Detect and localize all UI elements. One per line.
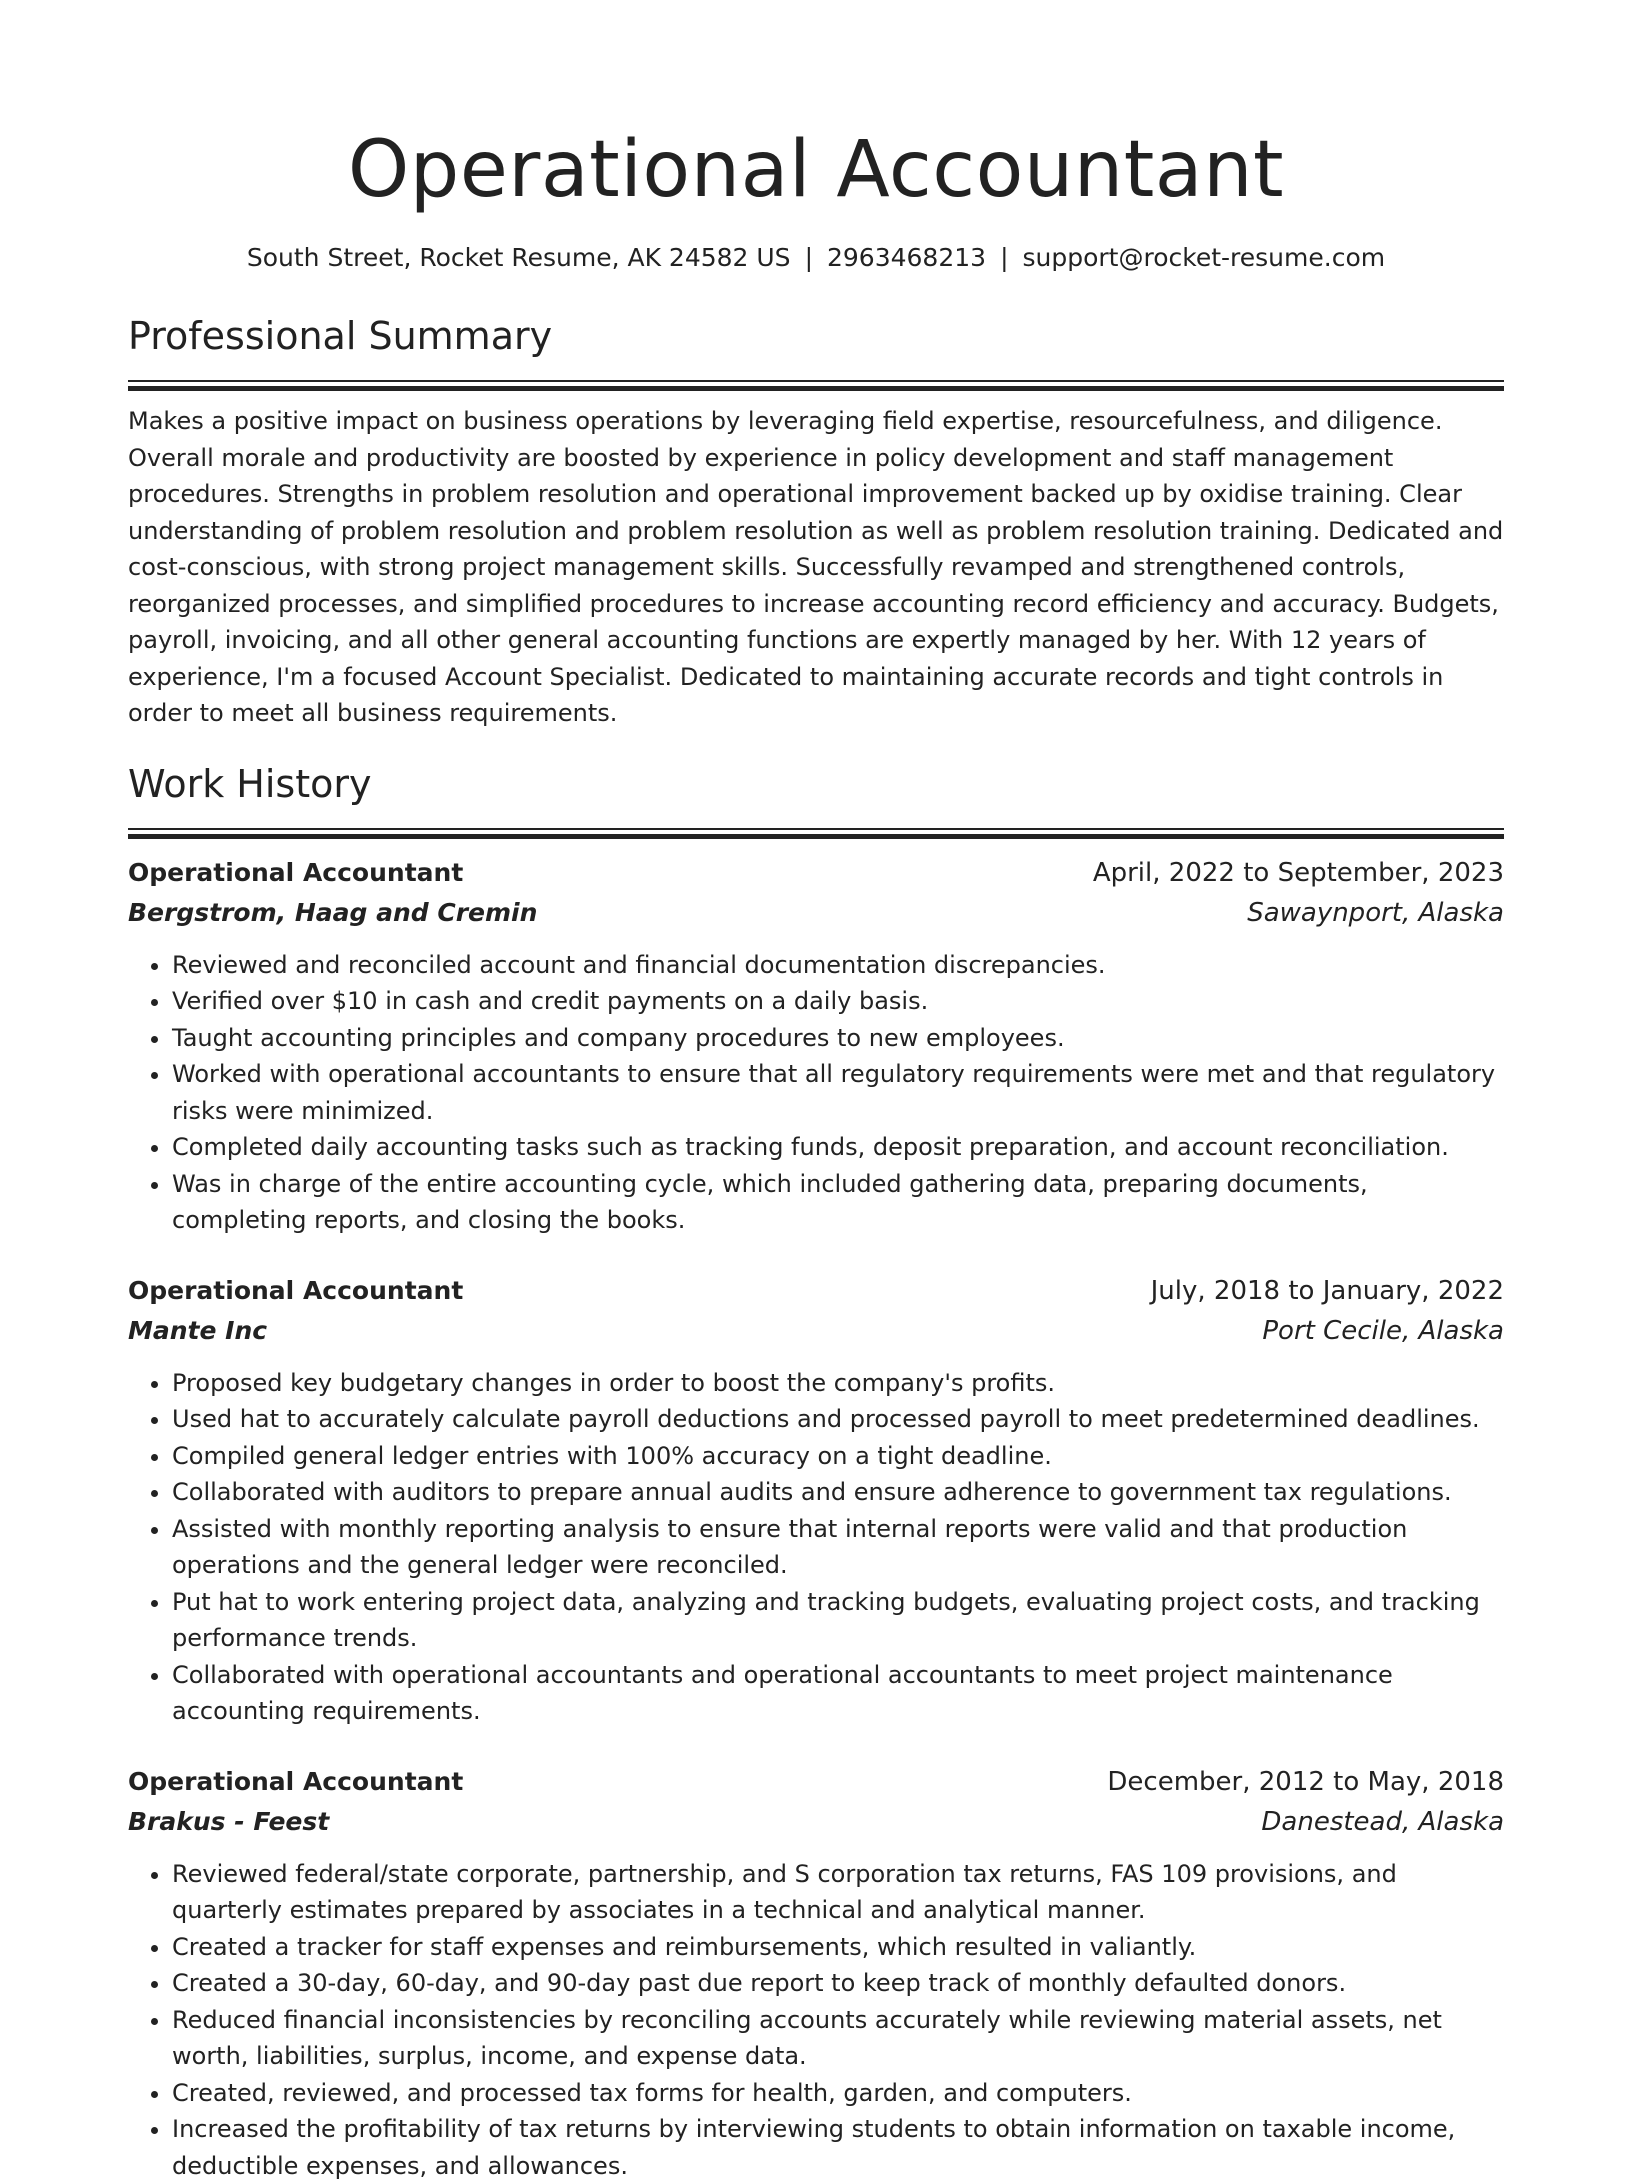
job-bullet: • Reviewed federal/state corporate, partnership, and S corporation tax returns, FAS 109 provisions, and quarterly estimates prepared by associates in a technical and analytical manner.: [172, 1856, 1504, 1929]
job-entry: [128, 1762, 1504, 2184]
job-header-row: [128, 1762, 1504, 1802]
job-bullet: • Proposed key budgetary changes in order to boost the company's profits.: [172, 1365, 1504, 1402]
job-bullet: • Used hat to accurately calculate payroll deductions and processed payroll to meet predetermined deadlines.: [172, 1401, 1504, 1438]
job-company: Bergstrom, Haag and Cremin: [128, 893, 537, 933]
resume-page: [128, 0, 1504, 2184]
job-bullet-list: [128, 947, 1504, 1239]
summary-text: Makes a positive impact on business operations by leveraging field expertise, resourcefulness, and diligence. Overall morale and productivity are boosted by experience in policy development and staff management procedures. Strengths in problem resolution and operational improvement backed up by oxidise training. Clear understanding of problem resolution and problem resolution as well as problem resolution training. Dedicated and cost-conscious, with strong project management skills. Successfully revamped and strengthened controls, reorganized processes, and simplified procedures to increase accounting record efficiency and accuracy. Budgets, payroll, invoicing, and all other general accounting functions are expertly managed by her. With 12 years of experience, I'm a focused Account Specialist. Dedicated to maintaining accurate records and tight controls in order to meet all business requirements.: [128, 403, 1504, 732]
job-bullet: • Created a tracker for staff expenses and reimbursements, which resulted in valiantly.: [172, 1929, 1504, 1966]
job-bullet: • Was in charge of the entire accounting cycle, which included gathering data, preparing documents, completing reports, and closing the books.: [172, 1166, 1504, 1239]
page-title: Operational Accountant: [128, 120, 1504, 220]
job-bullet: • Collaborated with auditors to prepare annual audits and ensure adherence to government tax regulations.: [172, 1474, 1504, 1511]
job-bullet: • Compiled general ledger entries with 100% accuracy on a tight deadline.: [172, 1438, 1504, 1475]
job-header-row: [128, 1271, 1504, 1311]
job-company: Mante Inc: [128, 1311, 267, 1351]
section-divider: [128, 828, 1504, 839]
summary-heading: Professional Summary: [128, 312, 1504, 360]
job-bullet: • Assisted with monthly reporting analysis to ensure that internal reports were valid and that production operations and the general ledger were reconciled.: [172, 1511, 1504, 1584]
job-location: Danestead, Alaska: [1261, 1802, 1504, 1842]
work-history-heading: Work History: [128, 760, 1504, 808]
job-bullet: • Put hat to work entering project data, analyzing and tracking budgets, evaluating project costs, and tracking performance trends.: [172, 1584, 1504, 1657]
contact-phone: 2963468213: [827, 243, 986, 272]
contact-address: South Street, Rocket Resume, AK 24582 US: [247, 243, 791, 272]
job-bullet-list: [128, 1856, 1504, 2184]
job-entry: [128, 1271, 1504, 1730]
job-list: [128, 853, 1504, 2184]
job-title: Operational Accountant: [128, 1762, 463, 1802]
contact-separator: |: [791, 243, 827, 272]
job-bullet: • Created a 30-day, 60-day, and 90-day past due report to keep track of monthly defaulted donors.: [172, 1965, 1504, 2002]
job-dates: July, 2018 to January, 2022: [1151, 1271, 1504, 1311]
job-company-row: [128, 1311, 1504, 1351]
job-bullet: • Reviewed and reconciled account and financial documentation discrepancies.: [172, 947, 1504, 984]
job-bullet: • Reduced financial inconsistencies by reconciling accounts accurately while reviewing material assets, net worth, liabilities, surplus, income, and expense data.: [172, 2002, 1504, 2075]
contact-separator: |: [986, 243, 1022, 272]
job-bullet: • Completed daily accounting tasks such as tracking funds, deposit preparation, and account reconciliation.: [172, 1129, 1504, 1166]
job-bullet: • Created, reviewed, and processed tax forms for health, garden, and computers.: [172, 2075, 1504, 2112]
contact-line: [128, 242, 1504, 274]
job-bullet: • Taught accounting principles and company procedures to new employees.: [172, 1020, 1504, 1057]
job-location: Sawaynport, Alaska: [1247, 893, 1504, 933]
job-bullet: • Worked with operational accountants to ensure that all regulatory requirements were met and that regulatory risks were minimized.: [172, 1056, 1504, 1129]
job-dates: April, 2022 to September, 2023: [1093, 853, 1504, 893]
job-bullet: • Increased the profitability of tax returns by interviewing students to obtain information on taxable income, deductible expenses, and allowances.: [172, 2111, 1504, 2184]
job-title: Operational Accountant: [128, 1271, 463, 1311]
job-header-row: [128, 853, 1504, 893]
job-location: Port Cecile, Alaska: [1262, 1311, 1504, 1351]
job-company-row: [128, 1802, 1504, 1842]
contact-email: support@rocket-resume.com: [1023, 243, 1386, 272]
job-entry: [128, 853, 1504, 1239]
job-title: Operational Accountant: [128, 853, 463, 893]
job-bullet: • Collaborated with operational accountants and operational accountants to meet project maintenance accounting requirements.: [172, 1657, 1504, 1730]
job-bullet-list: [128, 1365, 1504, 1730]
job-bullet: • Verified over $10 in cash and credit payments on a daily basis.: [172, 983, 1504, 1020]
job-company: Brakus - Feest: [128, 1802, 329, 1842]
job-dates: December, 2012 to May, 2018: [1107, 1762, 1504, 1802]
section-divider: [128, 380, 1504, 391]
job-company-row: [128, 893, 1504, 933]
